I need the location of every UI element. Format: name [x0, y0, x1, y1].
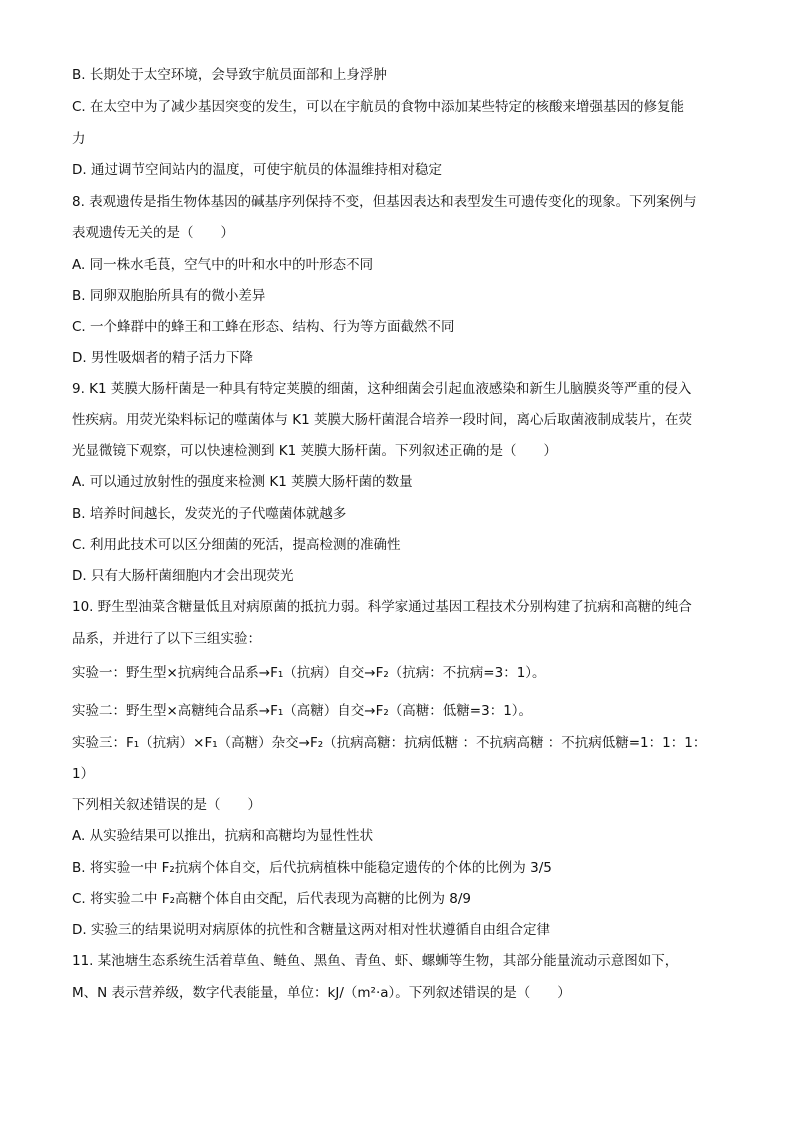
question-11-stem-cont: M、N 表示营养级，数字代表能量，单位：kJ/（m²·a）。下列叙述错误的是（ ）: [72, 985, 571, 1001]
option-7c: C. 在太空中为了减少基因突变的发生，可以在宇航员的食物中添加某些特定的核酸来增强基因的修复能: [72, 99, 685, 115]
option-10a: A. 从实验结果可以推出，抗病和高糖均为显性性状: [72, 828, 374, 844]
question-9-stem-cont1: 性疾病。用荧光染料标记的噬菌体与 K1 荚膜大肠杆菌混合培养一段时间，离心后取菌液制成装片，在荧: [72, 412, 693, 428]
experiment-2: 实验二：野生型×高糖纯合品系→F₁（高糖）自交→F₂（高糖：低糖=3：1）。: [72, 703, 533, 719]
option-9c: C. 利用此技术可以区分细菌的死活，提高检测的准确性: [72, 537, 401, 553]
option-8b: B. 同卵双胞胎所具有的微小差异: [72, 288, 266, 304]
option-8a: A. 同一株水毛茛，空气中的叶和水中的叶形态不同: [72, 257, 374, 273]
option-10c: C. 将实验二中 F₂高糖个体自由交配，后代表现为高糖的比例为 8/9: [72, 891, 471, 907]
question-8-stem: 8. 表观遗传是指生物体基因的碱基序列保持不变，但基因表达和表型发生可遗传变化的现象。下列案例与: [72, 194, 697, 210]
option-9d: D. 只有大肠杆菌细胞内才会出现荧光: [72, 568, 294, 584]
question-9-stem-cont2: 光显微镜下观察，可以快速检测到 K1 荚膜大肠杆菌。下列叙述正确的是（ ）: [72, 443, 558, 459]
option-8c: C. 一个蜂群中的蜂王和工蜂在形态、结构、行为等方面截然不同: [72, 319, 455, 335]
question-9-stem: 9. K1 荚膜大肠杆菌是一种具有特定荚膜的细菌，这种细菌会引起血液感染和新生儿脑膜炎等严重的侵入: [72, 381, 692, 397]
question-10-stem: 10. 野生型油菜含糖量低且对病原菌的抵抗力弱。科学家通过基因工程技术分别构建了抗病和高糖的纯合: [72, 599, 692, 615]
option-8d: D. 男性吸烟者的精子活力下降: [72, 350, 253, 366]
experiment-3: 实验三：F₁（抗病）×F₁（高糖）杂交→F₂（抗病高糖：抗病低糖 ：不抗病高糖 ：不抗病低糖=1：1：1：: [72, 735, 707, 751]
question-10-stem-cont: 品系，并进行了以下三组实验：: [72, 631, 261, 647]
experiment-3-cont: 1）: [72, 766, 95, 782]
option-7c-cont: 力: [72, 131, 86, 147]
question-8-stem-cont: 表观遗传无关的是（ ）: [72, 225, 234, 241]
option-7b: B. 长期处于太空环境，会导致宇航员面部和上身浮肿: [72, 67, 387, 83]
question-10-prompt: 下列相关叙述错误的是（ ）: [72, 797, 261, 813]
option-9b: B. 培养时间越长，发荧光的子代噬菌体就越多: [72, 506, 347, 522]
question-11-stem: 11. 某池塘生态系统生活着草鱼、鲢鱼、黑鱼、青鱼、虾、螺蛳等生物，其部分能量流动示意图如下，: [72, 953, 679, 969]
option-7d: D. 通过调节空间站内的温度，可使宇航员的体温维持相对稳定: [72, 162, 442, 178]
option-10b: B. 将实验一中 F₂抗病个体自交，后代抗病植株中能稳定遗传的个体的比例为 3/5: [72, 860, 552, 876]
option-10d: D. 实验三的结果说明对病原体的抗性和含糖量这两对相对性状遵循自由组合定律: [72, 922, 550, 938]
option-9a: A. 可以通过放射性的强度来检测 K1 荚膜大肠杆菌的数量: [72, 474, 413, 490]
experiment-1: 实验一：野生型×抗病纯合品系→F₁（抗病）自交→F₂（抗病：不抗病=3：1）。: [72, 665, 546, 681]
